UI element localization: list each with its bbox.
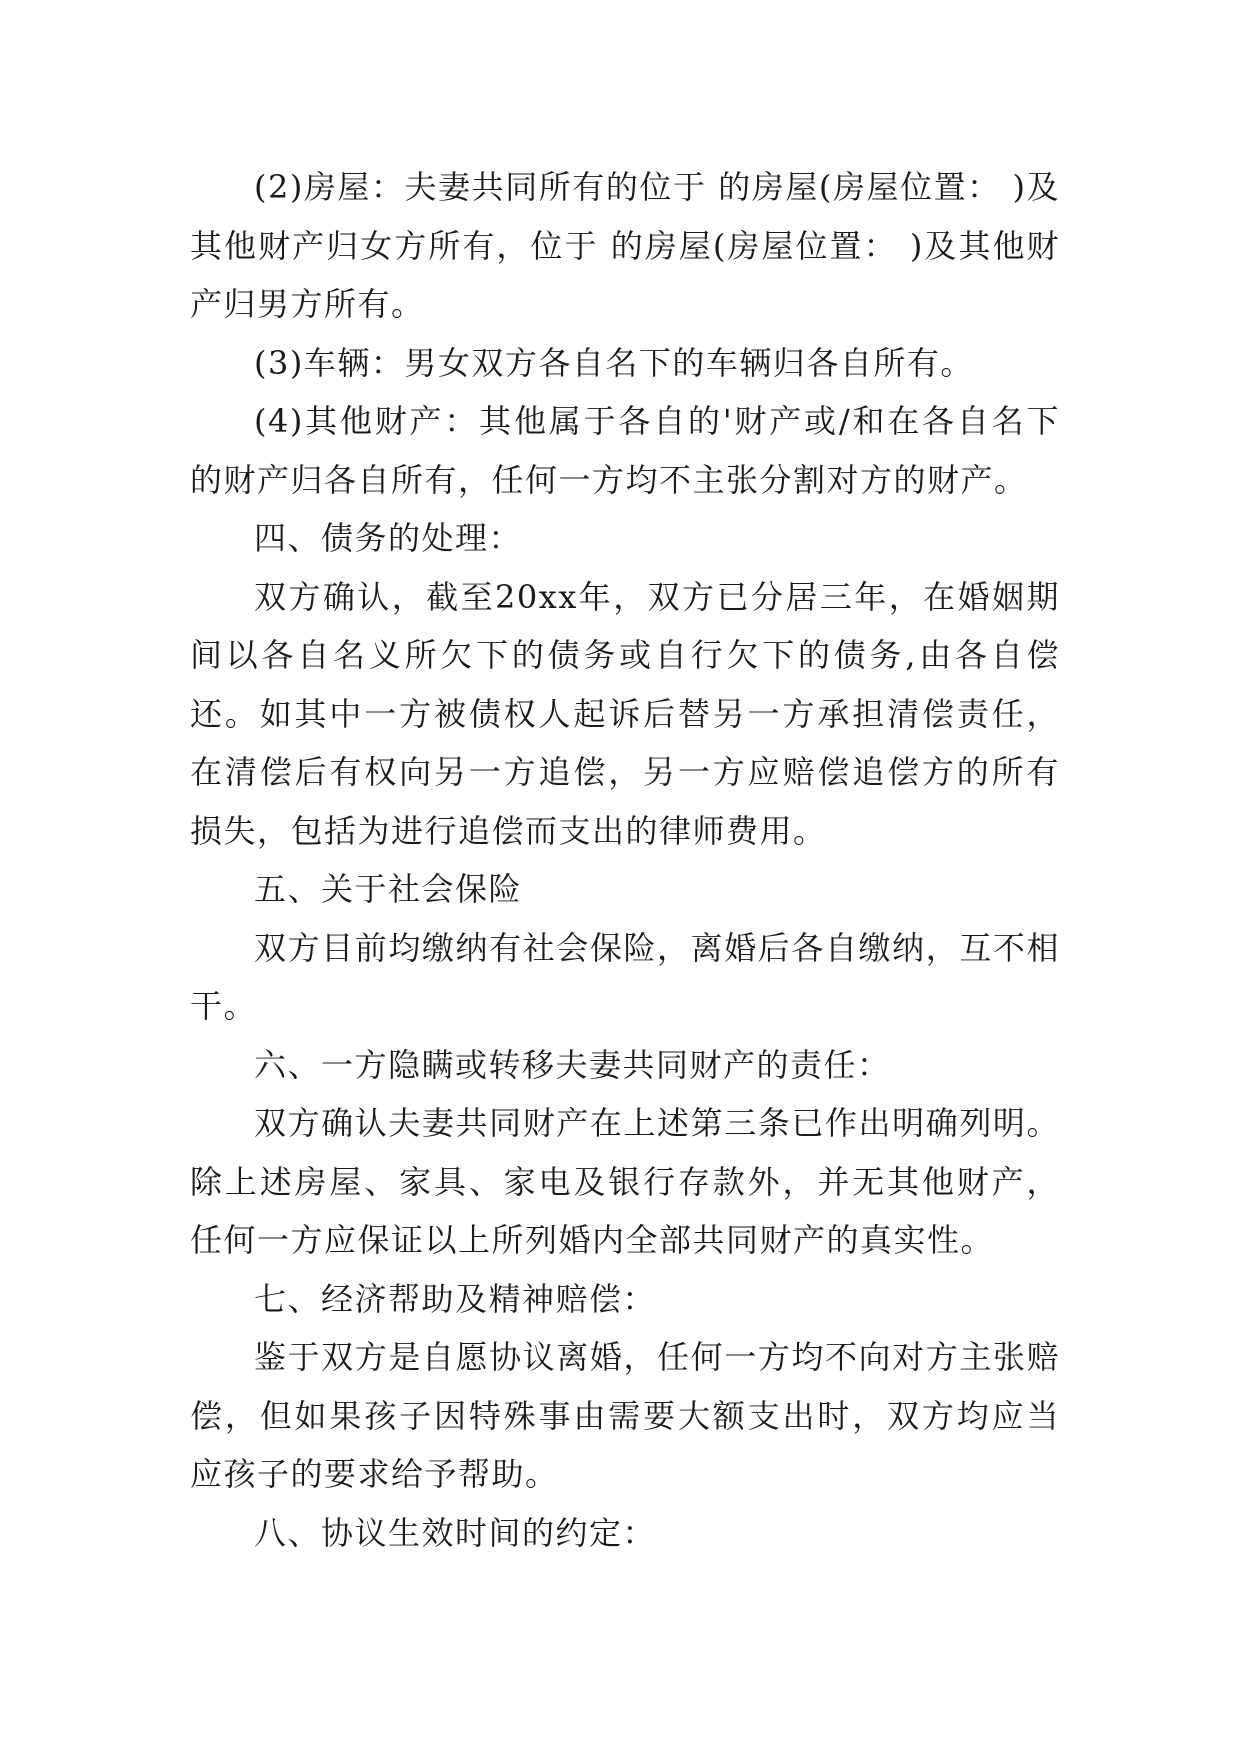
heading-debt: 四、债务的处理： [254, 519, 523, 557]
paragraph-compensation: 鉴于双方是自愿协议离婚，任何一方均不向对方主张赔偿，但如果孩子因特殊事由需要大额支出时，双方均应当应孩子的要求给予帮助。 [190, 1338, 1060, 1493]
paragraph-house: (2)房屋：夫妻共同所有的位于 的房屋(房屋位置： )及其他财产归女方所有，位于 的房屋(房屋位置： )及其他财产归男方所有。 [190, 168, 1060, 323]
paragraph-other-property: (4)其他财产：其他属于各自的'财产或/和在各自名下的财产归各自所有，任何一方均不主张分割对方的财产。 [190, 402, 1060, 499]
heading-compensation: 七、经济帮助及精神赔偿： [254, 1279, 657, 1318]
heading-social-insurance: 五、关于社会保险 [254, 870, 523, 908]
heading-concealment: 六、一方隐瞒或转移夫妻共同财产的责任： [254, 1045, 891, 1084]
heading-effective-time: 八、协议生效时间的约定： [254, 1513, 657, 1552]
paragraph-concealment: 双方确认夫妻共同财产在上述第三条已作出明确列明。除上述房屋、家具、家电及银行存款外，并无其他财产，任何一方应保证以上所列婚内全部共同财产的真实性。 [190, 1104, 1060, 1259]
document-body [190, 158, 1060, 1562]
paragraph-debt: 双方确认，截至20xx年，双方已分居三年，在婚姻期间以各自名义所欠下的债务或自行欠下的债务,由各自偿还。如其中一方被债权人起诉后替另一方承担清偿责任，在清偿后有权向另一方追偿，另一方应赔偿追偿方的所有损失，包括为进行追偿而支出的律师费用。 [190, 577, 1060, 850]
paragraph-social-insurance: 双方目前均缴纳有社会保险，离婚后各自缴纳，互不相干。 [190, 928, 1060, 1025]
paragraph-vehicle: (3)车辆：男女双方各自名下的车辆归各自所有。 [254, 343, 974, 382]
